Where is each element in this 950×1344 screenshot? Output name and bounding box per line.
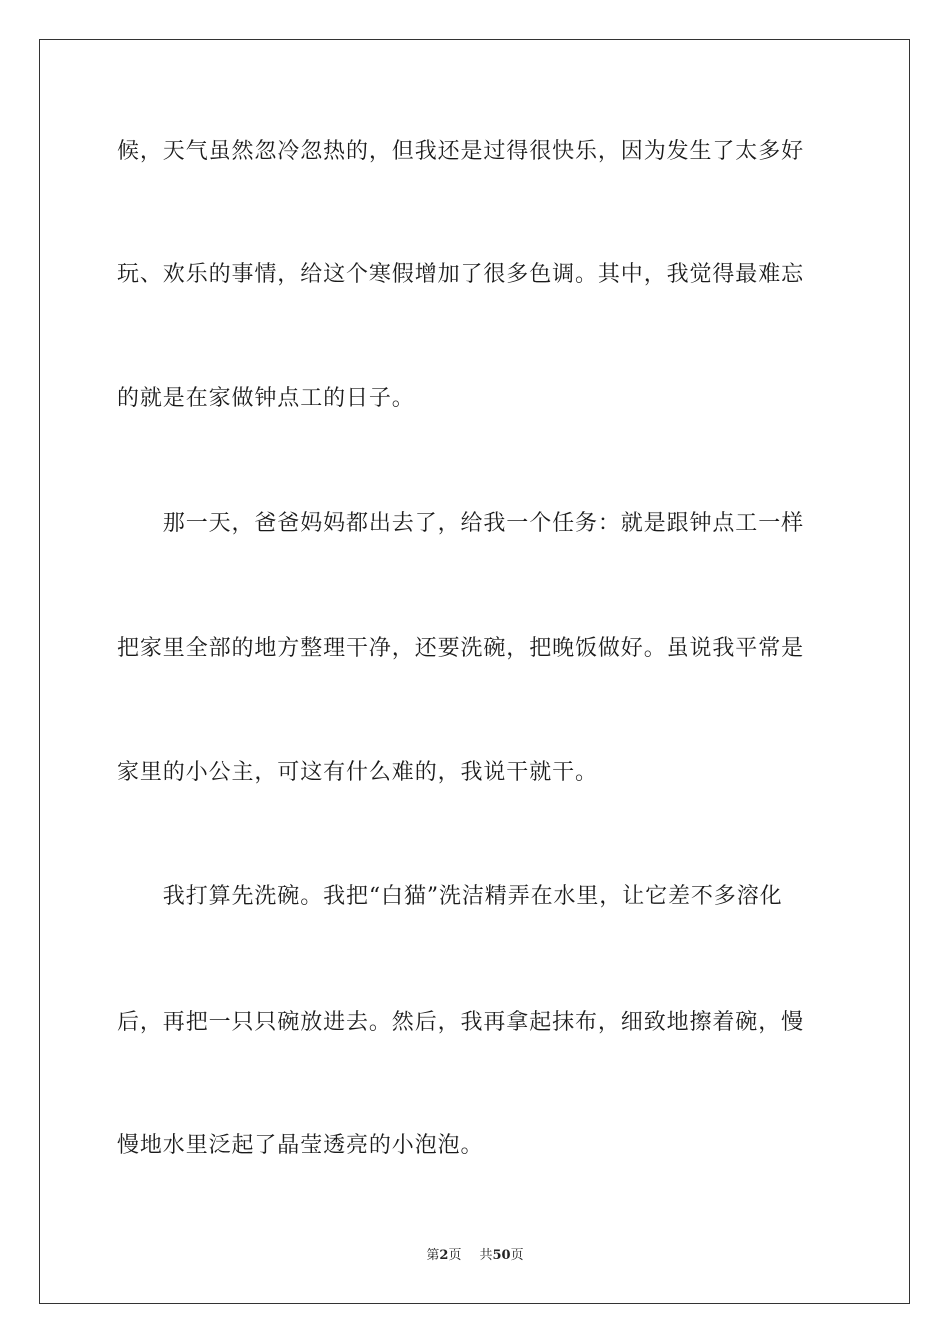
total-suffix: 页 bbox=[510, 1248, 524, 1263]
page-footer bbox=[0, 1247, 950, 1265]
paragraph-line: 家里的小公主，可这有什么难的，我说干就干。 bbox=[117, 760, 598, 785]
paragraph-line: 把家里全部的地方整理干净，还要洗碗，把晚饭做好。虽说我平常是 bbox=[117, 636, 805, 661]
page-suffix: 页 bbox=[448, 1248, 462, 1263]
page-current-number: 2 bbox=[439, 1248, 449, 1263]
paragraph-line: 的就是在家做钟点工的日子。 bbox=[117, 386, 415, 411]
page-border bbox=[39, 39, 910, 1304]
page-total-number: 50 bbox=[492, 1248, 511, 1263]
paragraph-line: 候，天气虽然忽冷忽热的，但我还是过得很快乐，因为发生了太多好 bbox=[117, 139, 805, 164]
paragraph-line: 玩、欢乐的事情，给这个寒假增加了很多色调。其中，我觉得最难忘 bbox=[117, 262, 805, 287]
page-prefix: 第 bbox=[426, 1248, 440, 1263]
paragraph-line: 那一天，爸爸妈妈都出去了，给我一个任务：就是跟钟点工一样 bbox=[117, 511, 805, 536]
paragraph-line: 慢地水里泛起了晶莹透亮的小泡泡。 bbox=[117, 1133, 484, 1158]
paragraph-line: 后，再把一只只碗放进去。然后，我再拿起抹布，细致地擦着碗，慢 bbox=[117, 1010, 805, 1035]
total-prefix: 共 bbox=[479, 1248, 493, 1263]
paragraph-line: 我打算先洗碗。我把“白猫”洗洁精弄在水里，让它差不多溶化 bbox=[117, 884, 783, 909]
